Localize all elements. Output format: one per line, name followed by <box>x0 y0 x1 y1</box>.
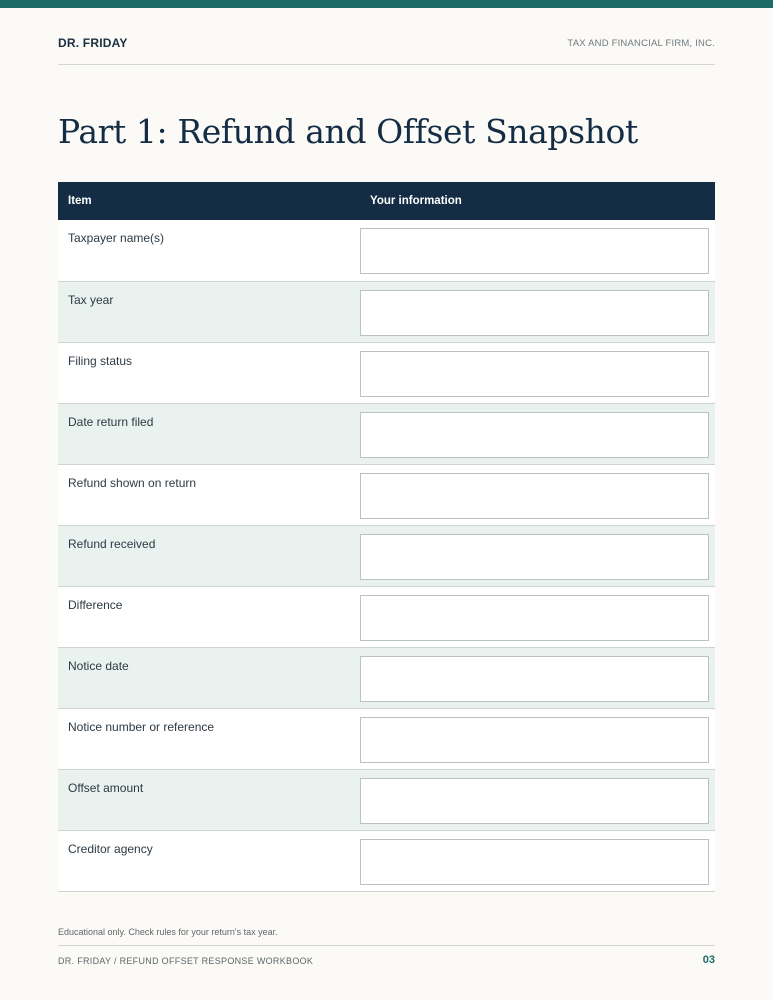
notice-number-field[interactable] <box>360 717 709 763</box>
page-footer <box>58 945 715 970</box>
offset-amount-field[interactable] <box>360 778 709 824</box>
page-number: 03 <box>702 954 715 966</box>
page-title: Part 1: Refund and Offset Snapshot <box>58 112 638 151</box>
row-label: Refund received <box>68 536 156 551</box>
page-header <box>58 36 715 65</box>
refund-received-field[interactable] <box>360 534 709 580</box>
snapshot-table <box>58 182 715 892</box>
row-label: Creditor agency <box>68 841 153 856</box>
brand-name: DR. FRIDAY <box>58 36 128 50</box>
table-row <box>58 220 715 281</box>
column-header-item: Item <box>68 195 92 207</box>
row-label: Date return filed <box>68 414 154 429</box>
table-row <box>58 769 715 830</box>
table-row <box>58 403 715 464</box>
table-row <box>58 708 715 769</box>
difference-field[interactable] <box>360 595 709 641</box>
table-row <box>58 586 715 647</box>
footer-workbook-title: DR. FRIDAY / REFUND OFFSET RESPONSE WORKBOOK <box>58 956 314 966</box>
row-label: Notice number or reference <box>68 719 215 734</box>
filing-status-field[interactable] <box>360 351 709 397</box>
date-return-filed-field[interactable] <box>360 412 709 458</box>
top-accent-bar <box>0 0 773 8</box>
row-label: Taxpayer name(s) <box>68 231 165 245</box>
tax-year-field[interactable] <box>360 290 709 336</box>
row-label: Difference <box>68 597 123 612</box>
table-row <box>58 464 715 525</box>
table-row <box>58 830 715 891</box>
disclaimer-note: Educational only. Check rules for your return's tax year. <box>58 927 278 937</box>
row-label: Filing status <box>68 353 133 368</box>
row-label: Offset amount <box>68 780 144 795</box>
row-label: Notice date <box>68 658 129 673</box>
creditor-agency-field[interactable] <box>360 839 709 885</box>
table-row <box>58 525 715 586</box>
column-header-your-information: Your information <box>370 195 462 207</box>
table-header-row <box>58 182 715 220</box>
table-row <box>58 647 715 708</box>
taxpayer-name-field[interactable] <box>360 228 709 274</box>
refund-shown-field[interactable] <box>360 473 709 519</box>
notice-date-field[interactable] <box>360 656 709 702</box>
table-row <box>58 281 715 342</box>
firm-name: TAX AND FINANCIAL FIRM, INC. <box>567 38 715 49</box>
table-row <box>58 342 715 403</box>
row-label: Tax year <box>68 292 114 307</box>
row-label: Refund shown on return <box>68 475 197 490</box>
